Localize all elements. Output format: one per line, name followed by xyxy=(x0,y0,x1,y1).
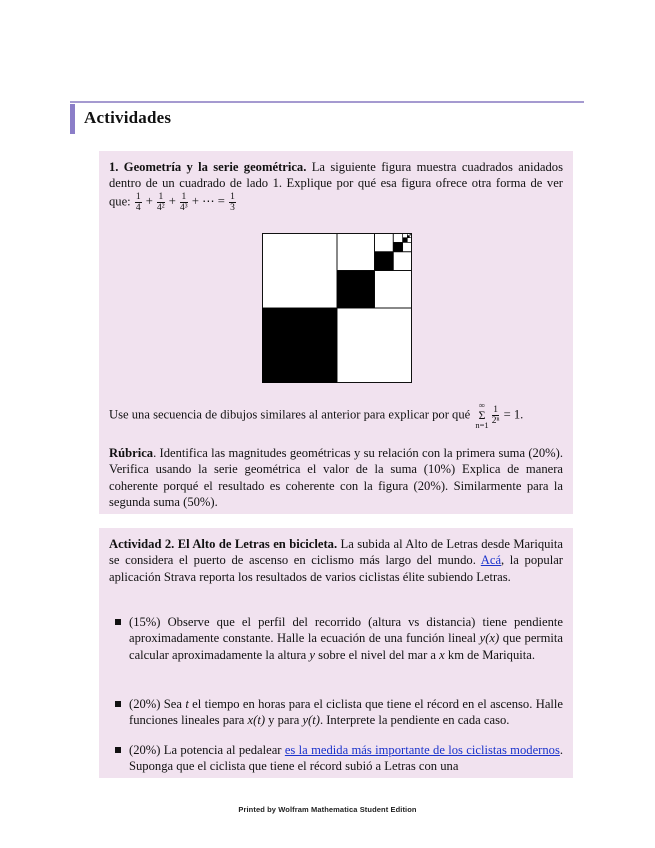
series-1: $\frac{1}{4}$ + $\frac{1}{\text{4²}}$ + $\frac{1}{\text{4³}}$ + ⋯ = $\frac{1}{3}$ xyxy=(135,191,235,213)
shaded-square-4 xyxy=(393,242,402,251)
list-item-2: (20%) Sea t el tiempo en horas para el ciclista que tiene el récord en el ascenso. Halle funciones lineales para x(t) y para y(t). Interprete la pendiente en cada caso. xyxy=(109,696,563,729)
bullet xyxy=(115,619,121,625)
strava-link[interactable]: Acá xyxy=(480,553,502,568)
power-link[interactable]: es la medida más importante de los ciclistas modernos xyxy=(284,743,560,757)
shaded-square-6 xyxy=(407,235,409,237)
list-item-3: (20%) La potencia al pedalear es la medida más importante de los ciclistas modernos. Suponga que el ciclista que tiene el récord subió a Letras con una xyxy=(109,742,563,775)
rubric-label: Rúbrica xyxy=(109,446,154,460)
shaded-square-1 xyxy=(262,308,337,383)
series-2-sigma: ∞ Σ n=1 xyxy=(475,400,489,430)
shaded-square-3 xyxy=(375,252,394,271)
series-1-result: $\frac{1}{3}$ xyxy=(230,191,235,213)
activity-2-title: Actividad 2. El Alto de Letras en bicicleta. xyxy=(109,537,338,551)
shaded-square-7 xyxy=(410,234,411,235)
bullet xyxy=(115,701,121,707)
footer-text: Printed by Wolfram Mathematica Student Edition xyxy=(238,805,417,814)
series-2-term: $\frac{1}{\text{2ⁿ}}$ xyxy=(491,405,500,426)
section-bar xyxy=(70,104,75,134)
section-title: Actividades xyxy=(84,108,172,127)
activity-1-prompt: Use una secuencia de dibujos similares al anterior para explicar por qué ∞ Σ n=1 $\frac{1}{\text{2ⁿ}}$ = 1. xyxy=(109,400,524,430)
list-item-1: (15%) Observe que el perfil del recorrido (altura vs distancia) tiene pendiente aproximadamente constante. Halle la ecuación de una función lineal y(x) que permita calcular aproximadamente la altura y sobre el nivel del mar a x km de Mariquita. xyxy=(109,614,563,663)
bullet xyxy=(115,747,121,753)
activity-2-list xyxy=(109,614,563,663)
series-1-term-1: $\frac{1}{4}$ xyxy=(135,191,141,213)
activity-2-intro: Actividad 2. El Alto de Letras en bicicleta. La subida al Alto de Letras desde Mariquita se considera el puerto de ascenso en ciclismo más largo del mundo. Acá, la popular aplicación Strava reporta los resultados de varios ciclistas élite subiendo Letras. xyxy=(109,537,563,584)
nested-squares-figure xyxy=(262,233,412,383)
series-1-term-2: $\frac{1}{\text{4²}}$ xyxy=(157,191,165,213)
activity-1-intro: 1. Geometría y la serie geométrica. La siguiente figura muestra cuadrados anidados dentro de un cuadrado de lado 1. Explique por qué esa figura ofrece otra forma de ver que: $\frac{1}{4}$ + $\frac{1}{\text{4²}}$ + $\frac{1}{\text{4³}}$ + ⋯ = $\frac{1}{3}$ xyxy=(109,160,563,213)
activity-1-rubric: Rúbrica. Identifica las magnitudes geométricas y su relación con la primera suma (20%). Verifica usando la serie geométrica el valor de la suma (10%) Explica de manera coherente porqué el resultado es coherente con la figura (20%). Similarmente para la segunda suma (50%). xyxy=(109,446,563,510)
shaded-square-2 xyxy=(337,271,375,309)
shaded-square-5 xyxy=(403,238,408,243)
header-rule xyxy=(70,101,584,103)
section-header xyxy=(70,104,584,134)
activity-2-list-2 xyxy=(109,696,563,729)
activity-2-list-3 xyxy=(109,742,563,775)
activity-1-title: 1. Geometría y la serie geométrica. xyxy=(109,160,307,174)
series-1-term-3: $\frac{1}{\text{4³}}$ xyxy=(180,191,188,213)
activity-2-cell[interactable] xyxy=(99,528,573,778)
